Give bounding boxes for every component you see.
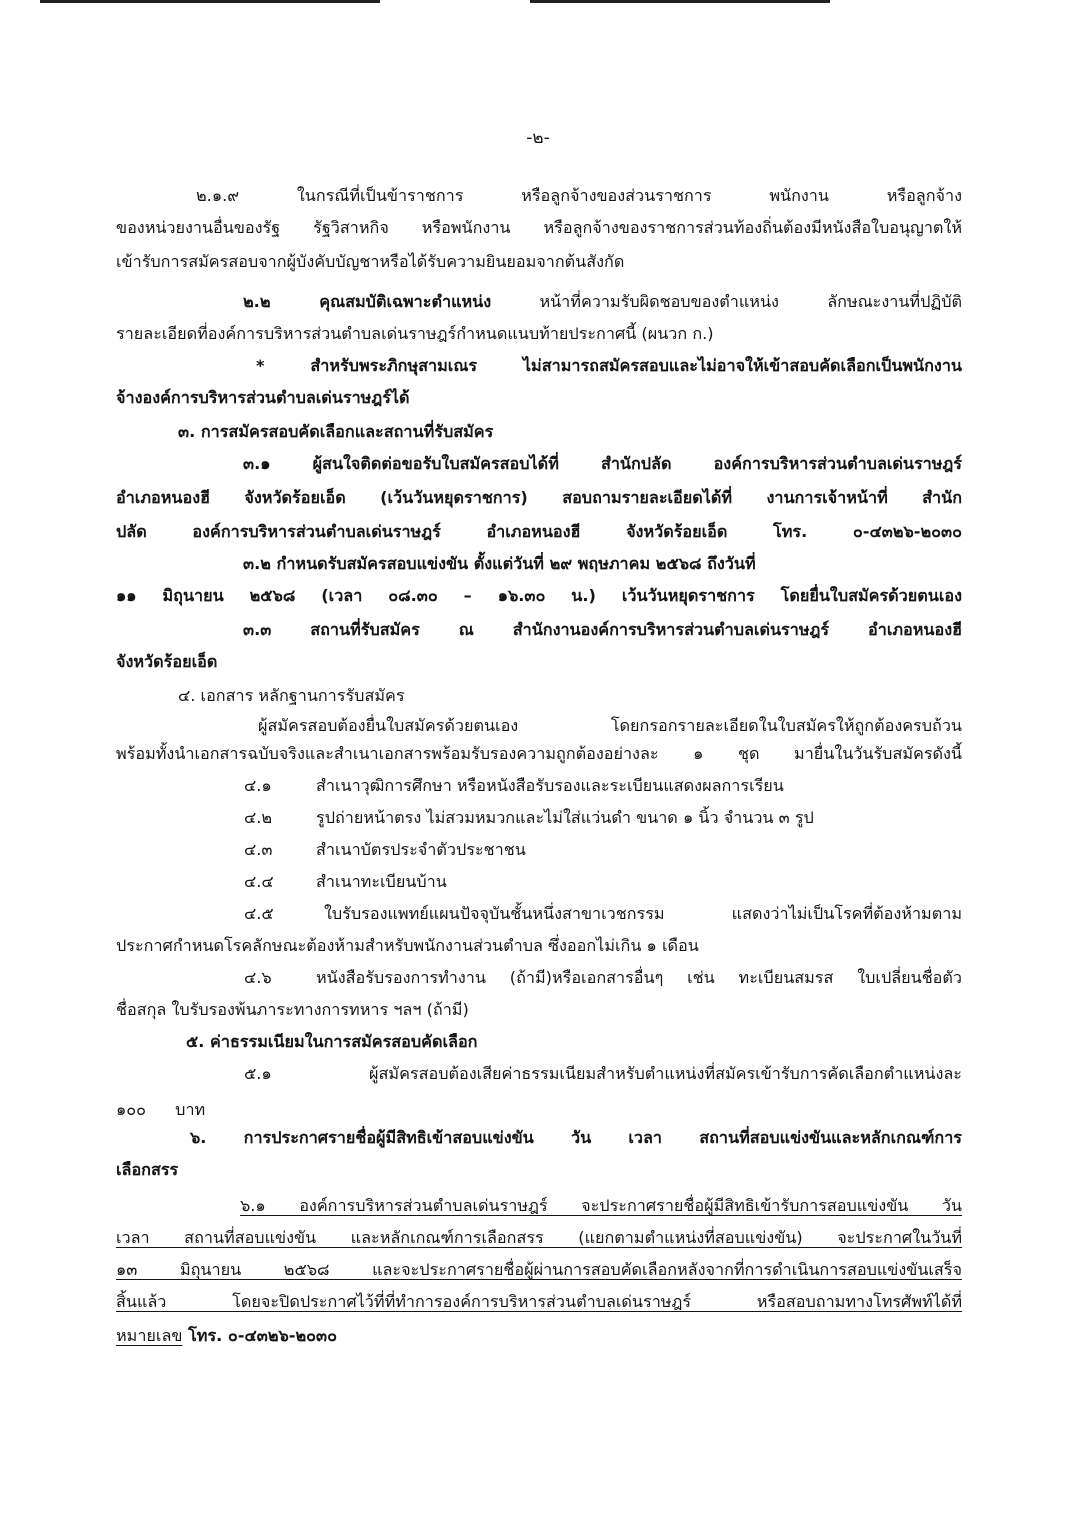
section-5-heading: ๕. ค่าธรรมเนียมในการสมัครสอบคัดเลือก [186, 1032, 478, 1051]
item-text: สำเนาวุฒิการศึกษา หรือหนังสือรับรองและระเบียนแสดงผลการเรียน [316, 776, 784, 795]
clause-3-2: ๓.๒ กำหนดรับสมัครสอบแข่งขัน ตั้งแต่วันที่ ๒๙ พฤษภาคม ๒๕๖๘ ถึงวันที่ [243, 554, 756, 573]
item-4-2 [244, 806, 1076, 830]
item-4-4 [244, 870, 1076, 894]
item-text: สำเนาทะเบียนบ้าน [316, 872, 447, 891]
text-line: ของหน่วยงานอื่นของรัฐ รัฐวิสาหกิจ หรือพนักงาน หรือลูกจ้างของราชการส่วนท้องถิ่นต้องมีหนังสือใบอนุญาตให้ [116, 218, 962, 237]
item-text: ใบรับรองแพทย์แผนปัจจุบันชั้นหนึ่งสาขาเวชกรรม แสดงว่าไม่เป็นโรคที่ต้องห้ามตาม [324, 904, 962, 923]
section-6-heading: ๖. การประกาศรายชื่อผู้มีสิทธิเข้าสอบแข่งขัน วัน เวลา สถานที่สอบแข่งขันและหลักเกณฑ์การ [190, 1128, 962, 1147]
text-line: ชื่อสกุล ใบรับรองพ้นภาระทางการทหาร ฯลฯ (ถ้ามี) [116, 1000, 469, 1019]
text-line: ๑๓ มิถุนายน ๒๕๖๘ และจะประกาศรายชื่อผู้ผ่านการสอบคัดเลือกหลังจากที่การดำเนินการสอบแข่งขันเสร็จ [116, 1260, 962, 1279]
phone-number: โทร. ๐-๔๓๒๖-๒๐๓๐ [182, 1326, 337, 1345]
item-text: สำเนาบัตรประจำตัวประชาชน [316, 840, 526, 859]
text-line [116, 1324, 962, 1348]
item-number: ๔.๑ [244, 776, 272, 795]
item-4-6 [244, 966, 962, 990]
clause-2-2 [243, 290, 962, 314]
item-number: ๔.๓ [244, 840, 273, 859]
text-line: รายละเอียดที่องค์การบริหารส่วนตำบลเด่นราษฎร์กำหนดแนบท้ายประกาศนี้ (ผนวก ก.) [116, 324, 714, 343]
item-4-5 [244, 902, 962, 926]
text-line: ๑๑ มิถุนายน ๒๕๖๘ (เวลา ๐๘.๓๐ – ๑๖.๓๐ น.) เว้นวันหยุดราชการ โดยยื่นใบสมัครด้วยตนเอง [116, 586, 962, 605]
item-number: ๔.๕ [244, 904, 274, 923]
clause-2-1-9: ๒.๑.๙ ในกรณีที่เป็นข้าราชการ หรือลูกจ้างของส่วนราชการ พนักงาน หรือลูกจ้าง [196, 186, 962, 205]
item-number: ๔.๒ [244, 808, 273, 827]
phone-label-underlined: หมายเลข [116, 1326, 183, 1345]
section-3-heading: ๓. การสมัครสอบคัดเลือกและสถานที่รับสมัคร [178, 422, 494, 441]
monk-notice-cont: จ้างองค์การบริหารส่วนตำบลเด่นราษฎร์ได้ [116, 388, 410, 407]
clause-5-1: ๕.๑ ผู้สมัครสอบต้องเสียค่าธรรมเนียมสำหรับตำแหน่งที่สมัครเข้ารับการคัดเลือกตำแหน่งละ [244, 1064, 962, 1083]
page-number: -๒- [526, 128, 550, 148]
text-line: เข้ารับการสมัครสอบจากผู้บังคับบัญชาหรือได้รับความยินยอมจากต้นสังกัด [116, 252, 625, 271]
item-text: รูปถ่ายหน้าตรง ไม่สวมหมวกและไม่ใส่แว่นดำ ขนาด ๑ นิ้ว จำนวน ๓ รูป [316, 808, 814, 827]
scan-edge-left [40, 0, 380, 3]
clause-6-1: ๖.๑ องค์การบริหารส่วนตำบลเด่นราษฎร์ จะประกาศรายชื่อผู้มีสิทธิเข้ารับการสอบแข่งขัน วัน [240, 1196, 962, 1215]
text-line: จังหวัดร้อยเอ็ด [116, 652, 218, 671]
scan-edge-right [530, 0, 830, 3]
section-6-heading-cont: เลือกสรร [116, 1160, 179, 1179]
fee-amount: ๑๐๐ บาท [116, 1100, 206, 1119]
clause-2-2-heading: ๒.๒ คุณสมบัติเฉพาะตำแหน่ง [243, 292, 492, 311]
text-line: เวลา สถานที่สอบแข่งขัน และหลักเกณฑ์การเลือกสรร (แยกตามตำแหน่งที่สอบแข่งขัน) จะประกาศในวันที่ [116, 1228, 962, 1247]
text-line: พร้อมทั้งนำเอกสารฉบับจริงและสำเนาเอกสารพร้อมรับรองความถูกต้องอย่างละ ๑ ชุด มายื่นในวันรับสมัครดังนี้ [116, 744, 962, 763]
item-4-1 [244, 774, 1076, 798]
item-4-3 [244, 838, 1076, 862]
text-line: อำเภอหนองฮี จังหวัดร้อยเอ็ด (เว้นวันหยุดราชการ) สอบถามรายละเอียดได้ที่ งานการเจ้าหน้าที่ สำนัก [116, 488, 962, 507]
text-line: ปลัด องค์การบริหารส่วนตำบลเด่นราษฎร์ อำเภอหนองฮี จังหวัดร้อยเอ็ด โทร. ๐-๔๓๒๖-๒๐๓๐ [116, 522, 962, 541]
clause-3-1: ๓.๑ ผู้สนใจติดต่อขอรับใบสมัครสอบได้ที่ สำนักปลัด องค์การบริหารส่วนตำบลเด่นราษฎร์ [243, 454, 962, 473]
section-4-heading: ๔. เอกสาร หลักฐานการรับสมัคร [178, 686, 405, 705]
clause-3-3: ๓.๓ สถานที่รับสมัคร ณ สำนักงานองค์การบริหารส่วนตำบลเด่นราษฎร์ อำเภอหนองฮี [243, 620, 962, 639]
item-number: ๔.๔ [244, 872, 274, 891]
clause-2-2-text: หน้าที่ความรับผิดชอบของตำแหน่ง ลักษณะงานที่ปฏิบัติ [491, 292, 962, 311]
item-number: ๔.๖ [244, 968, 272, 987]
text-line: ประกาศกำหนดโรคลักษณะต้องห้ามสำหรับพนักงานส่วนตำบล ซึ่งออกไม่เกิน ๑ เดือน [116, 936, 699, 955]
section-4-intro: ผู้สมัครสอบต้องยื่นใบสมัครด้วยตนเอง โดยกรอกรายละเอียดในใบสมัครให้ถูกต้องครบถ้วน [258, 716, 962, 735]
text-line: สิ้นแล้ว โดยจะปิดประกาศไว้ที่ที่ทำการองค์การบริหารส่วนตำบลเด่นราษฎร์ หรือสอบถามทางโทรศัพท์ได้ที่ [116, 1292, 962, 1311]
item-text: หนังสือรับรองการทำงาน (ถ้ามี)หรือเอกสารอื่นๆ เช่น ทะเบียนสมรส ใบเปลี่ยนชื่อตัว [316, 968, 962, 987]
monk-notice: * สำหรับพระภิกษุสามเณร ไม่สามารถสมัครสอบและไม่อาจให้เข้าสอบคัดเลือกเป็นพนักงาน [256, 356, 962, 375]
